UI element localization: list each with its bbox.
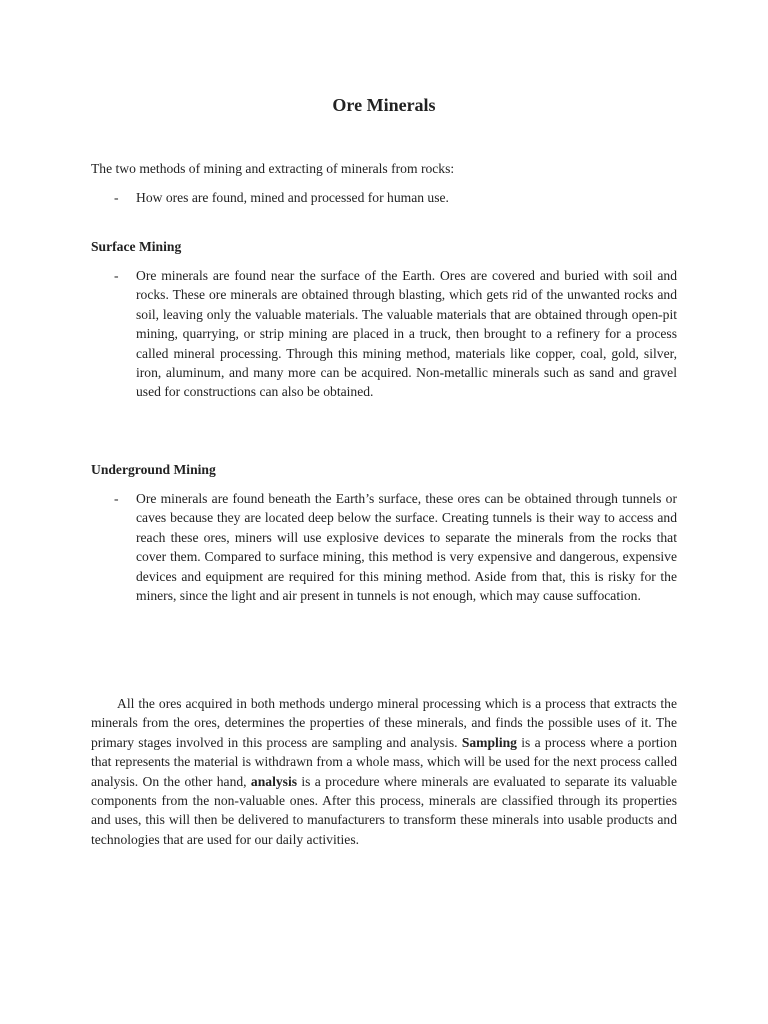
- sampling-term: Sampling: [461, 734, 517, 750]
- underground-mining-bullet-item: [91, 489, 677, 605]
- bullet-marker: -: [114, 190, 119, 205]
- closing-text-part2: is a process where a portion that represents the material is withdrawn from a whole mass, which will be used for the next process called analysis. On the other hand,: [91, 734, 677, 789]
- surface-mining-text: Ore minerals are found near the surface of the Earth. Ores are covered and buried with soil and rocks. These ore minerals are obtained through blasting, which gets rid of the unwanted rocks and soil, leaving only the valuable materials. The valuable materials that are obtained through open-pit mining, quarrying, or strip mining are placed in a truck, then brought to a refinery for a process called mineral processing. Through this mining method, materials like copper, coal, gold, silver, iron, aluminum, and many more can be acquired. Non-metallic minerals such as sand and gravel used for constructions can also be obtained.: [136, 268, 677, 400]
- bullet-marker: -: [114, 268, 119, 283]
- intro-bullet-text: How ores are found, mined and processed for human use.: [136, 190, 449, 205]
- intro-bullet-item: [91, 188, 677, 207]
- underground-mining-heading: Underground Mining: [91, 462, 216, 477]
- underground-mining-text: Ore minerals are found beneath the Earth’s surface, these ores can be obtained through tunnels or caves because they are located deep below the surface. Creating tunnels is their way to access and reach these ores, miners will use explosive devices to separate the minerals from the rocks that cover them. Compared to surface mining, this method is very expensive and dangerous, expensive devices and equipment are required for this mining method. Aside from that, this is risky for the miners, since the light and air present in tunnels is not enough, which may cause suffocation.: [136, 491, 677, 604]
- closing-text-part1: All the ores acquired in both methods undergo mineral processing which is a process that extracts the minerals from the ores, determines the properties of these minerals, and finds the possible uses of it. The primary stages involved in this process are sampling and analysis.: [91, 696, 677, 750]
- closing-text-part3: is a procedure where minerals are evaluated to separate its valuable components from the non-valuable ones. After this process, minerals are classified through its properties and uses, this will then be delivered to manufacturers to transform these minerals into usable products and technologies that are used for our daily activities.: [91, 773, 677, 847]
- surface-mining-heading: Surface Mining: [91, 239, 182, 254]
- page-title: Ore Minerals: [332, 95, 436, 115]
- intro-text: The two methods of mining and extracting of minerals from rocks:: [91, 161, 455, 176]
- surface-mining-bullet-item: [91, 266, 677, 402]
- analysis-term: analysis: [250, 773, 298, 789]
- bullet-marker: -: [114, 491, 119, 506]
- closing-paragraph: [91, 694, 677, 849]
